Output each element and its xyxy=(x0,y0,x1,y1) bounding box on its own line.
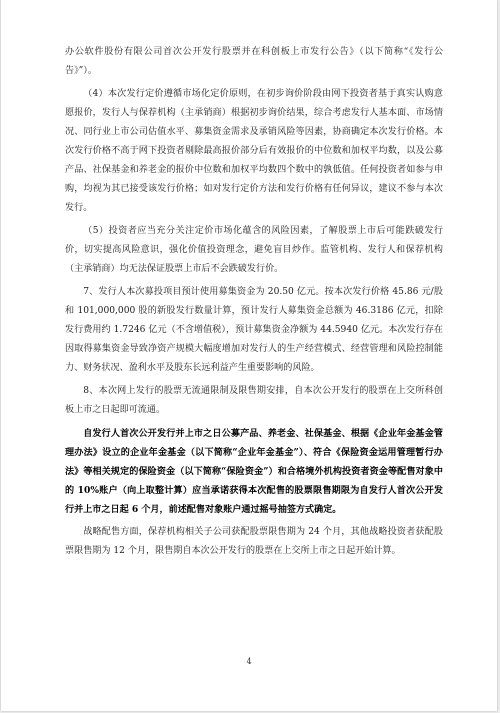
paragraph-strategic-placement: 战略配售方面，保荐机构相关子公司获配股票限售期为 24 个月，其他战略投资者获配股票限售期为 12 个月，限售期自本次公开发行的股票在上交所上市之日起开始计算。 xyxy=(65,527,443,556)
paragraph-lockup-bold: 自发行人首次公开发行并上市之日公募产品、养老金、社保基金、根据《企业年金基金管理办法》设立的企业年金基金（以下简称“企业年金基金”）、符合《保险资金运用管理暂行办法》等相关规定的保险资金（以下简称“保险资金”）和合格境外机构投资者资金等配售对象中的 10%账户（向上取整计算）应当承诺获得本次配售的股票限售期限为自发行人首次公开发行并上市之日起 6 个月，前述配售对象账户通过摇号抽签方式确定。 xyxy=(65,428,443,515)
paragraph-pricing-risk: （5）投资者应当充分关注定价市场化蕴含的风险因素，了解股票上市后可能跌破发行价，切实提高风险意识，强化价值投资理念，避免盲目炒作。监管机构、发行人和保荐机构（主承销商）均无法保证股票上市后不会跌破发行价。 xyxy=(65,226,443,274)
document-body xyxy=(65,43,443,565)
paragraph-intro-continuation: 办公软件股份有限公司首次公开发行股票并在科创板上市发行公告》（以下简称“《发行公告》”）。 xyxy=(65,47,443,76)
paragraph-fundraising: 7、发行人本次募投项目预计使用募集资金为 20.50 亿元。按本次发行价格 45.86 元/股和 101,000,000 股的新股发行数量计算，预计发行人募集资金总额为 46.3186 亿元，扣除发行费用约 1.7246 亿元（不含增值税），预计募集资金净额为 44.5940 亿元。本次发行存在因取得募集资金导致净资产规模大幅度增加对发行人的生产经营模式、经营管理和风险控制能力、财务状况、盈利水平及股东长远利益产生重要影响的风险。 xyxy=(65,287,443,373)
document-page xyxy=(1,0,497,711)
paragraph-circulation: 8、本次网上发行的股票无流通限制及限售期安排，自本次公开发行的股票在上交所科创板上市之日起即可流通。 xyxy=(65,386,443,415)
page-number: 4 xyxy=(246,657,252,666)
paragraph-pricing-principle: （4）本次发行定价遵循市场化定价原则，在初步询价阶段由网下投资者基于真实认购意愿报价，发行人与保荐机构（主承销商）根据初步询价结果，综合考虑发行人基本面、市场情况、同行业上市公司估值水平、募集资金需求及承销风险等因素，协商确定本次发行价格。本次发行价格不高于网下投资者剔除最高报价部分后有效报价的中位数和加权平均数，以及公募产品、社保基金和养老金的报价中位数和加权平均数四个数中的孰低值。任何投资者如参与申购，均视为其已接受该发行价格；如对发行定价方法和发行价格有任何异议，建议不参与本次发行。 xyxy=(65,89,443,213)
